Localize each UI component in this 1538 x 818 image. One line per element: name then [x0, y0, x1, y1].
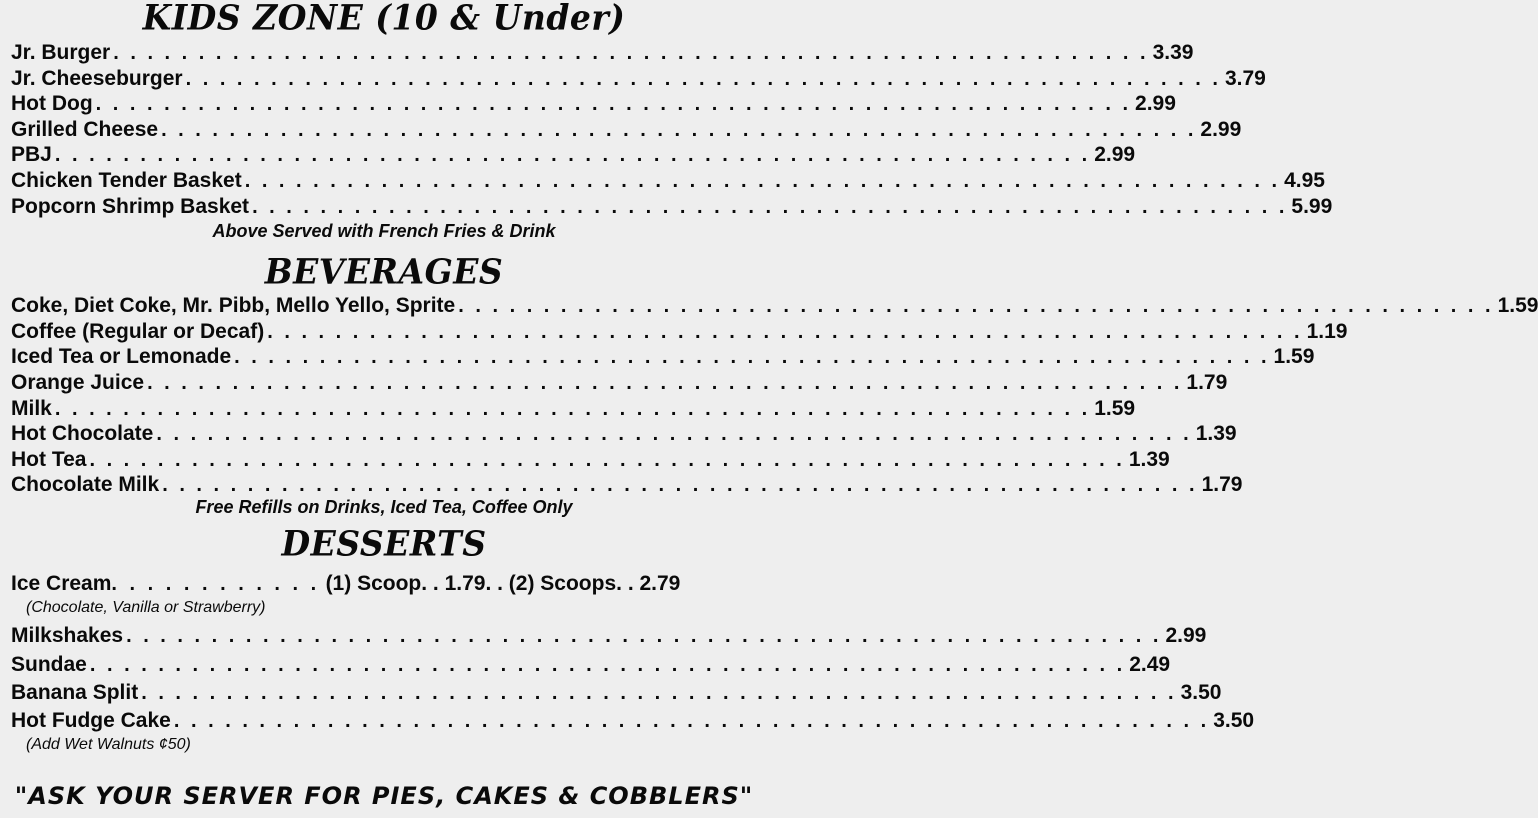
item-price: 3.79 — [1224, 67, 1266, 90]
item-name: Ice Cream — [11, 572, 112, 595]
dot-leader: . . . . . . . . . . . . . . . . . . . . . . . . . . . . . . . . . . . . . . . . . . . . . . . . . . . . . . . . . . . . . — [141, 682, 1177, 704]
dot-leader: . . . . . . . . . . . . . . . . . . . . . . . . . . . . . . . . . . . . . . . . . . . . . . . . . . . . . . . . . . . . . — [54, 398, 1091, 420]
item-name: Coke, Diet Coke, Mr. Pibb, Mello Yello, Sprite — [11, 294, 456, 317]
two-scoops-price: (2) Scoops. . 2.79 — [508, 572, 681, 595]
menu-item-pbj — [11, 142, 1136, 168]
item-name: Milk — [11, 397, 52, 420]
dot-leader: . . . . . . . . . . . . . . . . . . . . . . . . . . . . . . . . . . . . . . . . . . . . . . . . . . . . . . . . . . . . . — [162, 474, 1198, 496]
dot-leader: . . . . . . . . . . . . . . . . . . . . . . . . . . . . . . . . . . . . . . . . . . . . . . . . . . . . . . . . . . . . . — [89, 449, 1125, 471]
item-price: 5.99 — [1291, 195, 1333, 218]
item-price: 3.50 — [1180, 681, 1222, 704]
item-name: Sundae — [11, 653, 87, 676]
item-price: 2.99 — [1135, 92, 1176, 115]
dot-leader: . . . . . . . . . . . . . . . . . . . . . . . . . . . . . . . . . . . . . . . . . . . . . . . . . . . . . . . . . . . . . — [54, 144, 1091, 166]
item-name: Jr. Burger — [11, 41, 111, 64]
dot-leader: . . . . . . . . . . . . . . . . . . . . . . . . . . . . . . . . . . . . . . . . . . . . . . . . . . . . . . . . . . . . . — [156, 423, 1192, 445]
desserts-heading: DESSERTS — [281, 523, 487, 564]
walnuts-note: (Add Wet Walnuts ¢50) — [26, 736, 191, 753]
item-name: Jr. Cheeseburger — [11, 67, 183, 90]
item-name: Hot Fudge Cake — [11, 709, 171, 732]
dot-leader: . . . . . . . . . . . . . . . . . . . . . . . . . . . . . . . . . . . . . . . . . . . . . . . . . . . . . . . . . . . . . — [89, 654, 1126, 676]
dot-leader: . . . . . . . . . . . . . . . . . . . . . . . . . . . . . . . . . . . . . . . . . . . . . . . . . . . . . . . . . . . . . — [244, 170, 1281, 192]
menu-item-hot-dog — [11, 91, 1176, 117]
menu-item-jr-cheeseburger — [11, 66, 1266, 92]
item-price: 3.50 — [1213, 709, 1255, 732]
item-price: 4.95 — [1284, 169, 1325, 192]
item-name: Hot Chocolate — [11, 422, 154, 445]
item-price: 2.99 — [1094, 143, 1136, 166]
item-name: Chicken Tender Basket — [11, 169, 242, 192]
menu-item-banana-split — [11, 680, 1222, 706]
item-price: 1.19 — [1306, 320, 1348, 343]
item-name: Iced Tea or Lemonade — [11, 345, 232, 368]
item-price: 1.79 — [1201, 473, 1243, 496]
menu-item-hot-tea — [11, 447, 1170, 473]
menu-item-hot-chocolate — [11, 421, 1237, 447]
item-price: 1.59 — [1094, 397, 1136, 420]
item-name: Hot Dog — [11, 92, 93, 115]
dot-leader: . . . . . . . . . . . . — [111, 573, 320, 595]
menu-item-iced-tea-lemonade — [11, 344, 1315, 370]
dot-leader: . . . . . . . . . . . . . . . . . . . . . . . . . . . . . . . . . . . . . . . . . . . . . . . . . . . . . . . . . . . . . — [95, 93, 1132, 115]
item-name: Orange Juice — [11, 371, 145, 394]
dot-leader: . . . . . . . . . . . . . . . . . . . . . . . . . . . . . . . . . . . . . . . . . . . . . . . . . . . . . . . . . . . . . — [161, 119, 1197, 141]
dot-leader: . . . . . . . . . . . . . . . . . . . . . . . . . . . . . . . . . . . . . . . . . . . . . . . . . . . . . . . . . . . . . — [185, 68, 1221, 90]
ice-cream-flavors: (Chocolate, Vanilla or Strawberry) — [26, 599, 266, 616]
item-price: 1.59 — [1273, 345, 1315, 368]
kids-zone-heading: KIDS ZONE (10 & Under) — [142, 0, 626, 38]
item-price: 3.39 — [1152, 41, 1194, 64]
dot-leader: . . . . . . . . . . . . . . . . . . . . . . . . . . . . . . . . . . . . . . . . . . . . . . . . . . . . . . . . . . . . . — [147, 372, 1183, 394]
dot-leader: . . . . . . . . . . . . . . . . . . . . . . . . . . . . . . . . . . . . . . . . . . . . . . . . . . . . . . . . . . . . . — [234, 346, 1270, 368]
item-price: 1.59 — [1497, 294, 1538, 317]
menu-item-milkshakes — [11, 623, 1207, 649]
menu-item-sundae — [11, 652, 1171, 678]
menu-item-chocolate-milk — [11, 472, 1243, 498]
item-price: 1.79 — [1186, 371, 1228, 394]
menu-item-orange-juice — [11, 370, 1228, 396]
menu-item-popcorn-shrimp-basket — [11, 194, 1333, 220]
one-scoop-price: (1) Scoop. . 1.79. . — [325, 572, 503, 595]
dot-leader: . . . . . . . . . . . . . . . . . . . . . . . . . . . . . . . . . . . . . . . . . . . . . . . . . . . . . . . . . . . . . — [267, 321, 1303, 343]
item-name: Grilled Cheese — [11, 118, 159, 141]
menu-item-jr-burger — [11, 40, 1194, 66]
dot-leader: . . . . . . . . . . . . . . . . . . . . . . . . . . . . . . . . . . . . . . . . . . . . . . . . . . . . . . . . . . . . . — [173, 710, 1210, 732]
item-name: Hot Tea — [11, 448, 87, 471]
dot-leader: . . . . . . . . . . . . . . . . . . . . . . . . . . . . . . . . . . . . . . . . . . . . . . . . . . . . . . . . . . . . . — [252, 196, 1288, 218]
menu-item-hot-fudge-cake — [11, 708, 1255, 734]
item-price: 2.49 — [1129, 653, 1171, 676]
menu-item-grilled-cheese — [11, 117, 1242, 143]
kids-zone-note: Above Served with French Fries & Drink — [212, 221, 556, 241]
item-price: 2.99 — [1200, 118, 1242, 141]
menu-item-ice-cream — [11, 570, 749, 598]
item-price: 1.39 — [1195, 422, 1237, 445]
footer-ask-server: "ASK YOUR SERVER FOR PIES, CAKES & COBBLERS" — [14, 782, 754, 810]
menu-item-coffee — [11, 319, 1348, 345]
item-name: PBJ — [11, 143, 52, 166]
menu-item-soft-drinks — [11, 293, 1538, 319]
dot-leader: . . . . . . . . . . . . . . . . . . . . . . . . . . . . . . . . . . . . . . . . . . . . . . . . . . . . . . . . . . . . . — [113, 42, 1149, 64]
item-name: Chocolate Milk — [11, 473, 160, 496]
menu-item-milk — [11, 396, 1136, 422]
item-name: Banana Split — [11, 681, 139, 704]
item-price: 1.39 — [1128, 448, 1170, 471]
beverages-note: Free Refills on Drinks, Iced Tea, Coffee Only — [195, 497, 573, 517]
item-name: Popcorn Shrimp Basket — [11, 195, 250, 218]
beverages-heading: BEVERAGES — [264, 251, 504, 292]
item-price: 2.99 — [1165, 624, 1207, 647]
item-name: Milkshakes — [11, 624, 124, 647]
dot-leader: . . . . . . . . . . . . . . . . . . . . . . . . . . . . . . . . . . . . . . . . . . . . . . . . . . . . . . . . . . . . . — [126, 625, 1162, 647]
menu-item-chicken-tender-basket — [11, 168, 1325, 194]
item-name: Coffee (Regular or Decaf) — [11, 320, 265, 343]
dot-leader: . . . . . . . . . . . . . . . . . . . . . . . . . . . . . . . . . . . . . . . . . . . . . . . . . . . . . . . . . . . . . — [458, 295, 1494, 317]
